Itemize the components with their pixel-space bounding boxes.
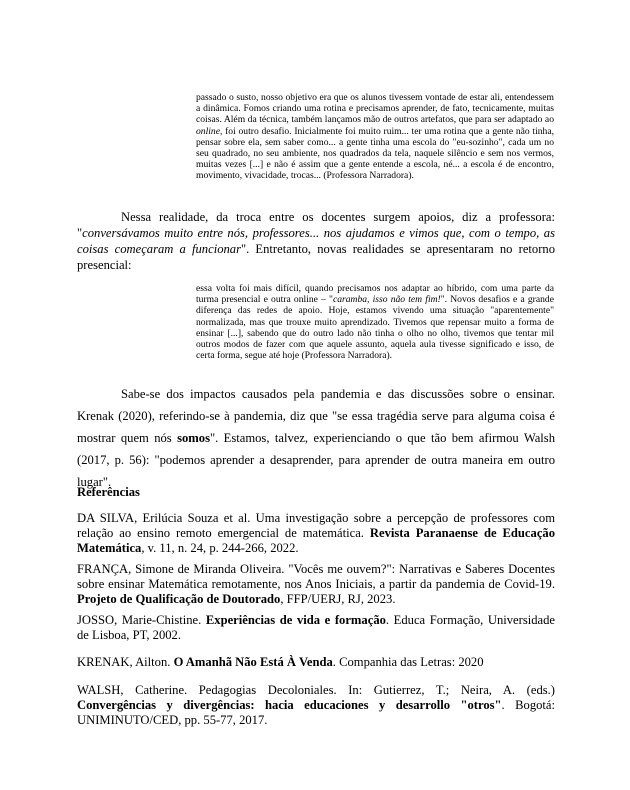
reference-entry: [77, 562, 555, 607]
reference-text: WALSH, Catherine. Pedagogias Decoloniales. In: Gutierrez, T.; Neira, A. (eds.): [77, 683, 555, 697]
reference-title: Experiências de vida e formação: [205, 613, 386, 627]
reference-text: KRENAK, Ailton.: [77, 655, 174, 669]
quote-italic: caramba, isso não tem fim!: [332, 294, 441, 306]
paragraph-text: ". Estamos, talvez, experienciando o que tão bem afirmou Walsh (2017, p. 56): "podemos aprender a desaprender, para aprender de outra maneira em outro lugar".: [77, 431, 556, 489]
reference-title: Convergências y divergências: hacia educaciones y desarrollo "otros": [77, 698, 502, 712]
references-heading: Referências: [77, 485, 140, 499]
reference-text: FRANÇA, Simone de Miranda Oliveira. "Vocês me ouvem?": Narrativas e Saberes Docentes sobre ensinar Matemática remotamente, nos Anos Iniciais, a partir da pandemia de Covid-19.: [77, 562, 555, 591]
paragraph-text: Nessa realidade, da troca entre os docentes surgem apoios, diz a professora: ": [77, 210, 555, 240]
quote-text: passado o susto, nosso objetivo era que os alunos tivessem vontade de estar ali, entendessem a dinâmica. Fomos criando uma rotina e precisamos aprender, de fato, tecnicamente, muitas coisas. Além da técnica, também lançamos mão de outros artefatos, que para ser adaptado ao: [196, 92, 554, 126]
paragraph-italic: conversávamos muito entre nós, professores... nos ajudamos e vimos que, com o tempo, as coisas começaram a funcionar: [77, 226, 555, 256]
reference-entry: [77, 683, 555, 728]
reference-text: . Companhia das Letras: 2020: [332, 655, 484, 669]
reference-title: O Amanhã Não Está À Venda: [173, 655, 333, 669]
reference-title: Revista Paranaense de Educação Matemática: [77, 526, 555, 555]
reference-title: Projeto de Qualificação de Doutorado: [77, 592, 281, 606]
paragraph-text: ". Entretanto, novas realidades se apresentaram no retorno presencial:: [77, 242, 555, 272]
block-quote-2: [196, 283, 554, 361]
reference-text: . Bogotá: UNIMINUTO/CED, pp. 55-77, 2017.: [77, 698, 556, 727]
reference-entry: [77, 655, 555, 670]
quote-italic: online: [196, 125, 220, 137]
reference-entry: [77, 613, 555, 643]
quote-text: , foi outro desafio. Inicialmente foi muito ruim... ter uma rotina que a gente não tinha, pensar sobre ela, sem saber como... a gente tinha uma escola do "eu-sozinho", cada um no seu quadrado, no seu ambiente, nos quadrados da tela, naquele silêncio e sem nos vermos, muitas vezes [...] e não é assim que a gente entende a escola, né... a escola é de encontro, movimento, vivacidade, trocas... (Professora Narradora).: [196, 125, 554, 182]
paragraph-2: [77, 383, 555, 493]
paragraph-text: Sabe-se dos impactos causados pela pandemia e das discussões sobre o ensinar. Krenak (2020), referindo-se à pandemia, diz que "se essa tragédia serve para alguma coisa é mostrar quem nós: [77, 387, 555, 445]
reference-entry: [77, 511, 555, 556]
reference-text: DA SILVA, Erilúcia Souza et al. Uma investigação sobre a percepção de professores com relação ao ensino remoto emergencial de matemática.: [77, 511, 555, 540]
block-quote-1: [196, 92, 554, 182]
reference-text: . Educa Formação, Universidade de Lisboa, PT, 2002.: [77, 613, 556, 642]
quote-text: ". Novos desafios e a grande diferença das redes de apoio. Hoje, estamos vivendo uma situação "aparentemente" normalizada, mas que trouxe muito aprendizado. Tivemos que repensar muito a forma de ensinar [...], sabendo que do outro lado não tinha o olho no olho, tivemos que tentar mil outros modos de fazer com que aquele assunto, aquela aula tivesse significado e isso, de certa forma, segue até hoje (Professora Narradora).: [196, 294, 554, 362]
quote-text: essa volta foi mais difícil, quando precisamos nos adaptar ao híbrido, com uma parte da turma presencial e outra online – ": [196, 283, 554, 306]
paragraph-1: [77, 209, 555, 273]
paragraph-bold: somos: [177, 431, 210, 445]
reference-text: , FFP/UERJ, RJ, 2023.: [280, 592, 396, 606]
reference-text: , v. 11, n. 24, p. 244-266, 2022.: [141, 541, 299, 555]
reference-text: JOSSO, Marie-Chistine.: [77, 613, 206, 627]
